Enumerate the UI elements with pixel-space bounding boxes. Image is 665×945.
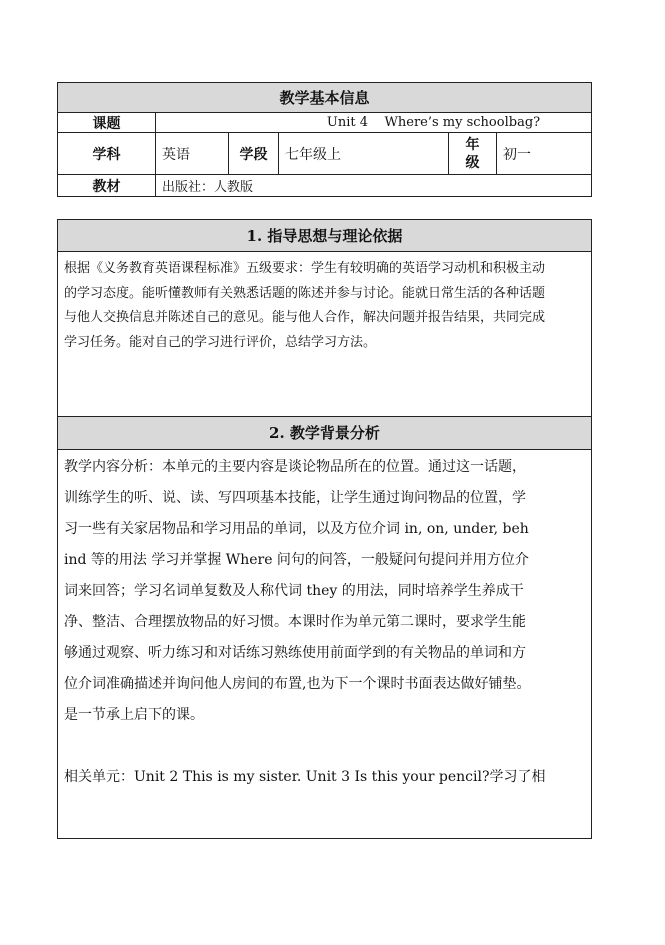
section2-line: 习一些有关家居物品和学习用品的单词，以及方位介词 in, on, under, beh [64,521,529,537]
course-row [58,113,591,133]
grade-label-line2: 级 [465,154,480,171]
section2-title: 2. 教学背景分析 [269,424,380,442]
section1-line: 的学习态度。能听懂教师有关熟悉话题的陈述并参与讨论。能就日常生活的各种话题 [64,285,546,301]
basic-info-header [58,83,591,113]
subject-value: 英语 [155,133,228,174]
section2-line: 是一节承上启下的课。 [64,707,204,723]
basic-info-title: 教学基本信息 [279,89,370,107]
section2-line: 位介词准确描述并询问他人房间的布置,也为下一个课时书面表达做好铺垫。 [64,676,531,692]
section2-line: 够通过观察、听力练习和对话练习熟练使用前面学到的有关物品的单词和方 [64,645,526,661]
course-value: Unit 4 Where’s my schoolbag? [326,115,541,130]
basic-info-table [57,82,592,197]
grade-label-line1: 年 [465,136,480,153]
textbook-row [58,175,591,196]
section1-line: 学习任务。能对自己的学习进行评价，总结学习方法。 [64,334,377,350]
section1-line: 与他人交换信息并陈述自己的意见。能与他人合作，解决问题并报告结果，共同完成 [64,310,546,325]
section2-body [58,450,591,839]
textbook-value: 出版社：人教版 [155,175,591,196]
stage-label: 学段 [228,133,278,174]
section1-header [58,220,591,252]
textbook-label: 教材 [92,178,121,195]
section1-text [58,257,591,355]
section1-line: 根据《义务教育英语课程标准》五级要求：学生有较明确的英语学习动机和积极主动 [64,261,546,276]
section2-line: 净、整洁、合理摆放物品的好习惯。本课时作为单元第二课时，要求学生能 [64,614,526,630]
subject-row [58,133,591,175]
grade-value: 初一 [496,133,591,174]
section2-header [58,417,591,450]
analysis-table [57,219,592,839]
subject-label: 学科 [92,146,121,163]
section2-line: 教学内容分析：本单元的主要内容是谈论物品所在的位置。通过这一话题， [64,459,526,475]
section2-line: 训练学生的听、说、读、写四项基本技能，让学生通过询问物品的位置，学 [64,490,526,506]
section1-title: 1. 指导思想与理论依据 [246,227,403,245]
section2-line: 词来回答；学习名词单复数及人称代词 they 的用法，同时培养学生养成干 [64,583,524,599]
course-value-cell [155,113,591,132]
course-label: 课题 [92,115,121,132]
section1-body [58,252,591,417]
section2-line: 相关单元：Unit 2 This is my sister. Unit 3 Is this your pencil?学习了相 [64,769,546,785]
stage-value: 七年级上 [278,133,448,174]
section2-line: ind 等的用法 学习并掌握 Where 问句的问答，一般疑问句提问并用方位介 [64,552,529,568]
section2-text [58,452,591,793]
grade-label [448,133,496,174]
section2-line [64,731,585,762]
